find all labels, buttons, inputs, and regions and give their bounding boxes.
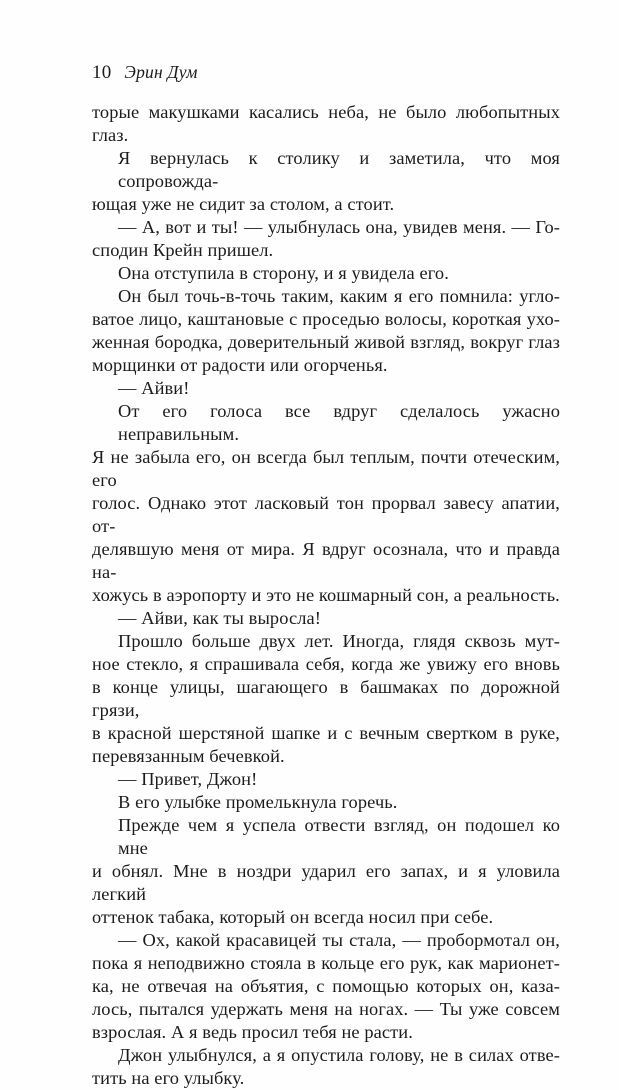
text-line: Прежде чем я успела отвести взгляд, он подошел ко мне [118,815,560,858]
text-line: ка, не отвечая на объятия, с помощью которых он, каза- [92,976,560,996]
text-line: женная бородка, доверительный живой взгляд, вокруг глаз [92,332,560,352]
text-line: В его улыбке промелькнула горечь. [118,792,398,812]
paragraph [92,607,560,630]
text-line: Он был точь-в-точь таким, каким я его помнила: угло- [118,286,560,306]
paragraph [92,262,560,285]
text-line: сподин Крейн пришел. [92,240,274,260]
text-line: голос. Однако этот ласковый тон прорвал завесу апатии, от- [92,493,560,536]
text-line: оттенок табака, который он всегда носил при себе. [92,907,494,927]
paragraph [92,216,560,262]
text-line: морщинки от радости или огорченья. [92,355,388,375]
text-line: От его голоса все вдруг сделалось ужасно неправильным. [118,401,560,444]
paragraph [92,400,560,607]
paragraph [92,630,560,768]
paragraph [92,814,560,929]
text-line: в красной шерстяной шапке и с вечным свертком в руке, [92,723,560,743]
page-body [92,101,560,1090]
text-line: ное стекло, я спрашивала себя, когда же увижу его вновь [92,654,560,674]
text-line: — А, вот и ты! — улыбнулась она, увидев меня. — Го- [118,217,560,237]
text-line: ватое лицо, каштановые с проседью волосы, короткая ухо- [92,309,560,329]
text-line: Я вернулась к столику и заметила, что моя сопровожда- [118,148,560,191]
text-line: — Айви! [118,378,190,398]
text-line: — Ох, какой красавицей ты стала, — пробормотал он, [118,930,560,950]
text-line: пока я неподвижно стояла в кольце его рук, как марионет- [92,953,560,973]
paragraph [92,1044,560,1090]
text-line: ющая уже не сидит за столом, а стоит. [92,194,395,214]
paragraph [92,929,560,1044]
text-line: Я не забыла его, он всегда был теплым, почти отеческим, его [92,447,560,490]
text-line: — Айви, как ты выросла! [118,608,321,628]
text-line: тить на его улыбку. [92,1068,245,1088]
text-line: лось, пытался удержать меня на ногах. — Ты уже совсем [92,999,560,1019]
text-line: хожусь в аэропорту и это не кошмарный сон, а реальность. [92,585,560,605]
text-line: — Привет, Джон! [118,769,258,789]
paragraph [92,791,560,814]
text-line: делявшую меня от мира. Я вдруг осознала, что и правда на- [92,539,560,582]
text-line: Она отступила в сторону, и я увидела его. [118,263,449,283]
paragraph [92,285,560,377]
text-line: Джон улыбнулся, а я опустила голову, не в силах отве- [118,1045,560,1065]
running-title-author: Эрин Дум [124,62,198,82]
paragraph [92,147,560,216]
paragraph [92,768,560,791]
paragraph [92,377,560,400]
text-line: глаз. [92,125,129,145]
running-header [92,62,198,84]
text-line: взрослая. А я ведь просил тебя не расти. [92,1022,413,1042]
paragraph [92,101,560,147]
text-line: и обнял. Мне в ноздри ударил его запах, и я уловила легкий [92,861,560,904]
text-line: в конце улицы, шагающего в башмаках по дорожной грязи, [92,677,560,720]
text-line: торые макушками касались неба, не было любопытных [92,102,560,122]
text-line: перевязанным бечевкой. [92,746,285,766]
page-number: 10 [92,62,112,83]
text-line: Прошло больше двух лет. Иногда, глядя сквозь мут- [118,631,560,651]
